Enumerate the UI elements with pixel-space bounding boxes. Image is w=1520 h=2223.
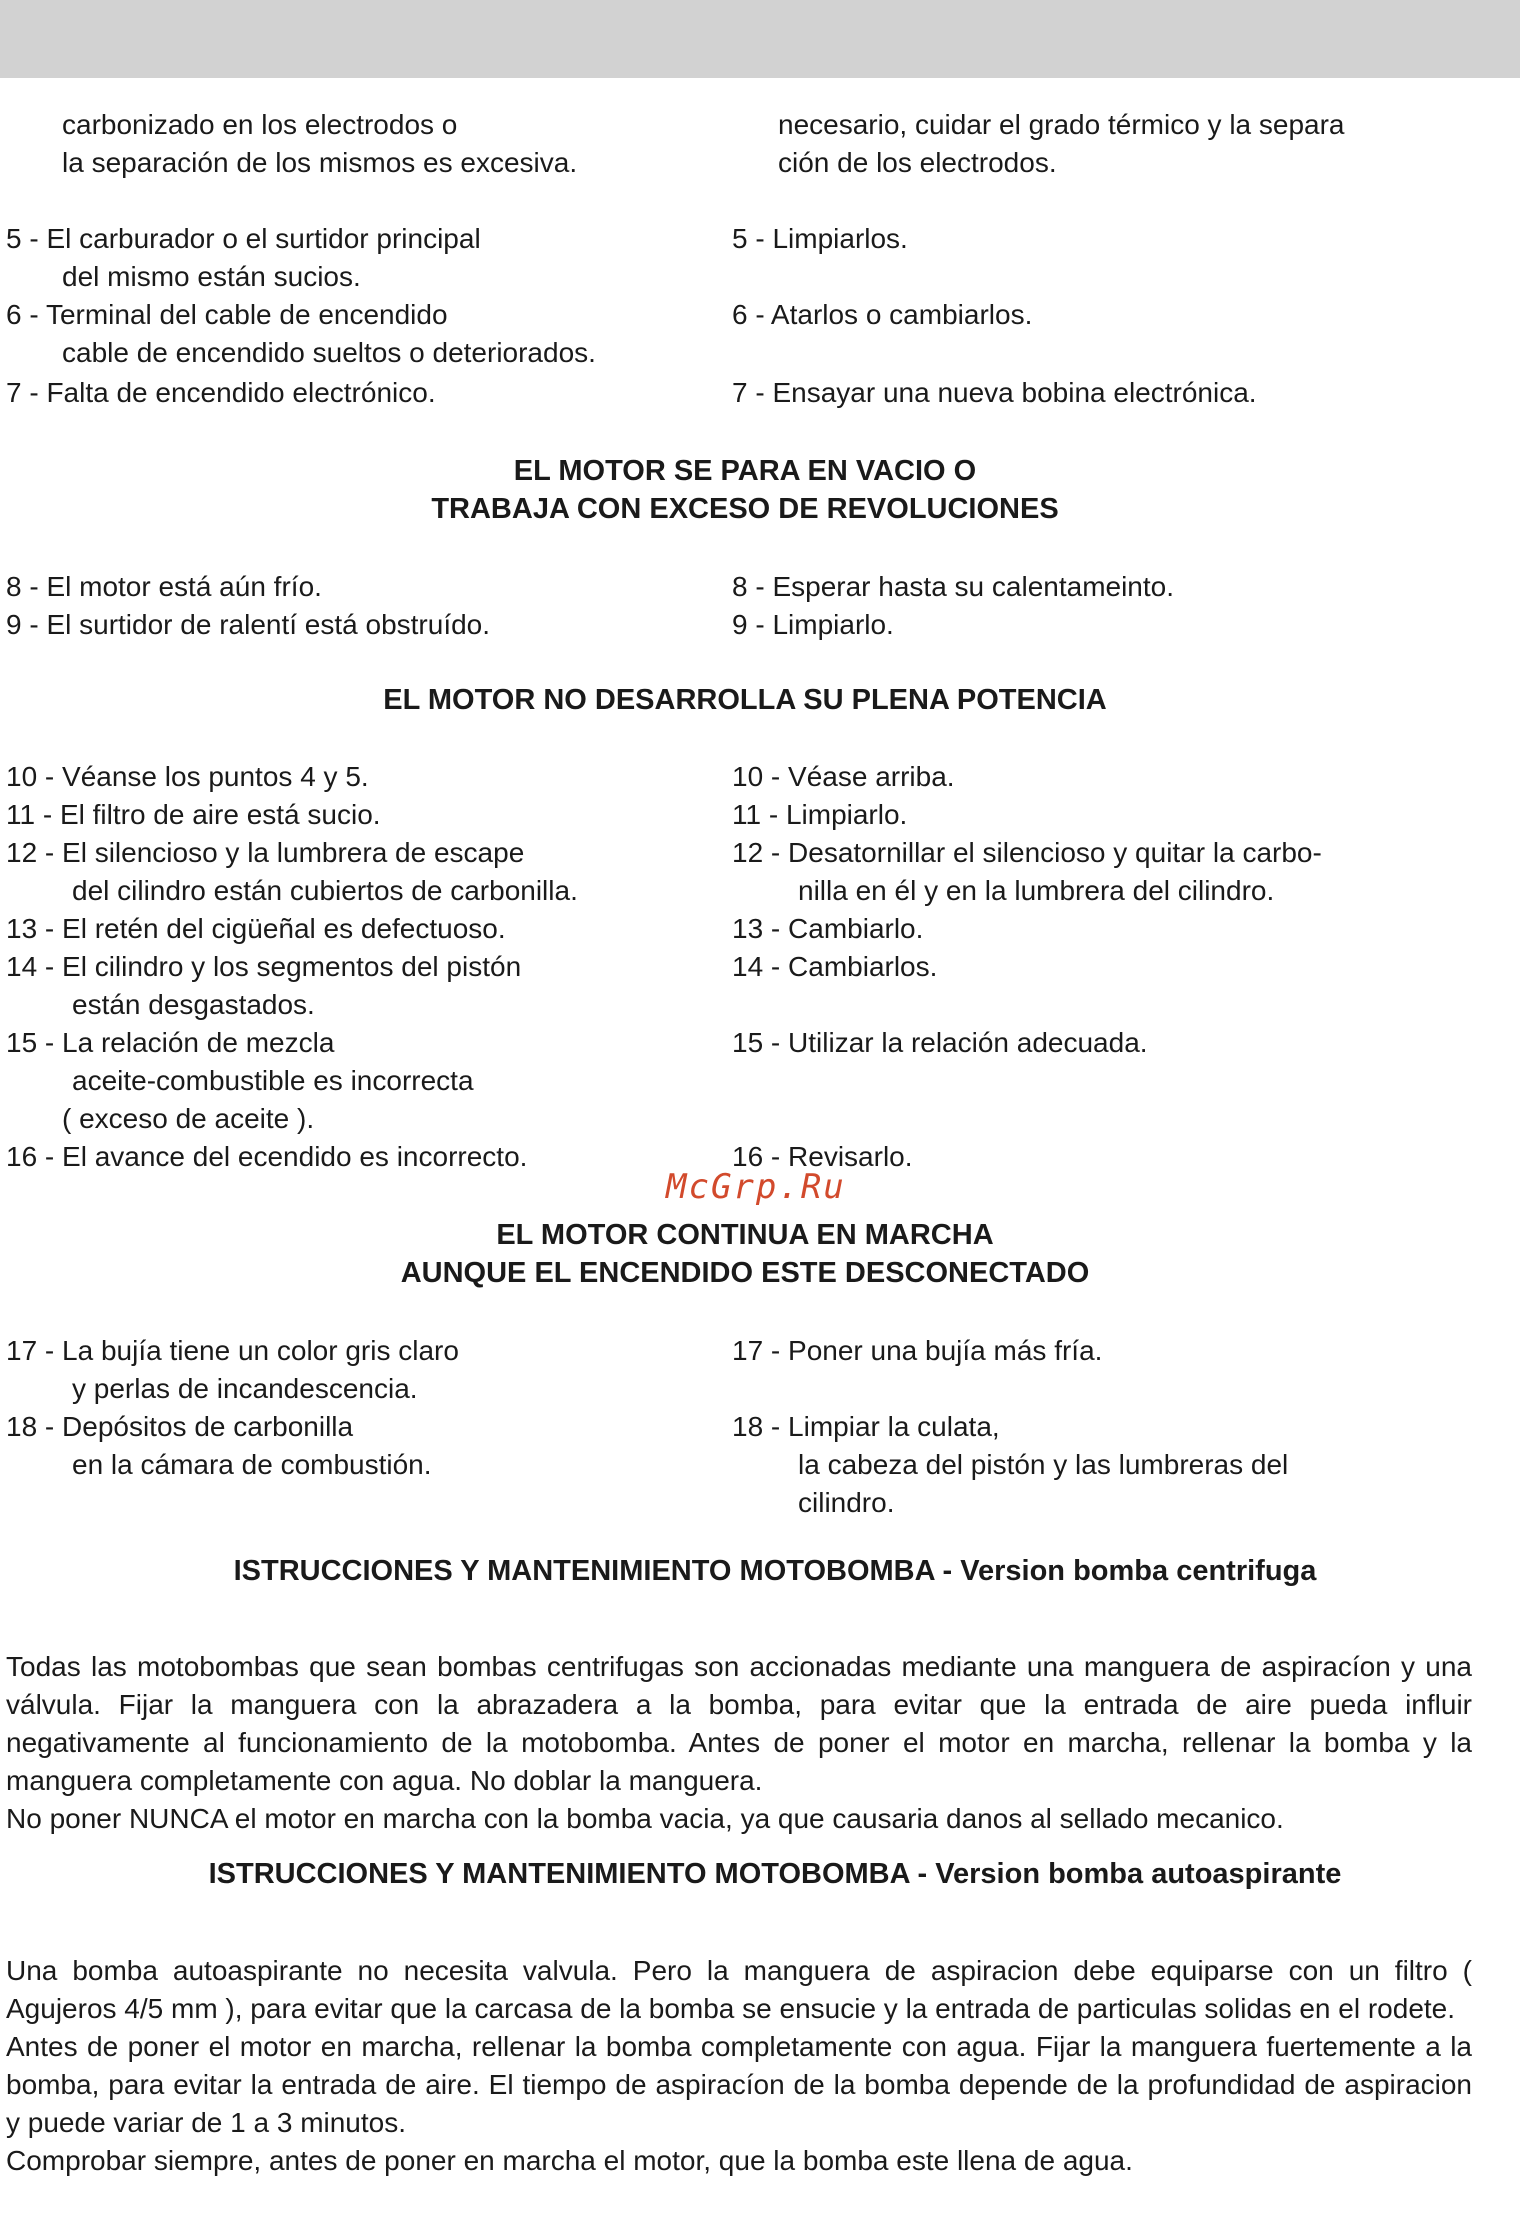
intro-right-line: necesario, cuidar el grado térmico y la separa (778, 109, 1345, 140)
fault-item: 8 - El motor está aún frío. (6, 571, 322, 602)
paragraph: Comprobar siempre, antes de poner en marcha el motor, que la bomba este llena de agua. (6, 2145, 1133, 2176)
paragraph: Una bomba autoaspirante no necesita valvula. Pero la manguera de aspiracion debe equiparse con un filtro ( Agujeros 4/5 mm ), para evitar que la carcasa de la bomba se ensucie y la entrada de particulas solidas en el rodete. (6, 1955, 1472, 2024)
fault-item: 10 - Véanse los puntos 4 y 5. (6, 761, 369, 792)
block3-left (6, 758, 706, 1176)
fault-item-cont: cable de encendido sueltos o deteriorados. (62, 337, 596, 368)
section-heading-idle (0, 452, 1490, 528)
fault-item: 11 - El filtro de aire está sucio. (6, 799, 381, 830)
selfpriming-instructions (6, 1952, 1472, 2180)
fault-item-cont: en la cámara de combustión. (72, 1449, 432, 1480)
heading-main: ISTRUCCIONES Y MANTENIMIENTO MOTOBOMBA - (233, 1555, 961, 1587)
fault-item-cont: aceite-combustible es incorrecta (72, 1065, 474, 1096)
centrifugal-instructions (6, 1648, 1472, 1838)
fault-item-cont: del cilindro están cubiertos de carbonilla. (72, 875, 578, 906)
intro-left (6, 106, 706, 182)
fault-item: 18 - Depósitos de carbonilla (6, 1411, 354, 1442)
intro-right-line: ción de los electrodos. (778, 147, 1057, 178)
remedy-item: 17 - Poner una bujía más fría. (732, 1335, 1103, 1366)
remedy-item: 8 - Esperar hasta su calentameinto. (732, 571, 1175, 602)
fault-item: 12 - El silencioso y la lumbrera de escape (6, 837, 525, 868)
fault-item: 14 - El cilindro y los segmentos del pistón (6, 951, 522, 982)
fault-item: 9 - El surtidor de ralentí está obstruído. (6, 609, 491, 640)
heading-line: AUNQUE EL ENCENDIDO ESTE DESCONECTADO (400, 1257, 1090, 1289)
fault-item: 6 - Terminal del cable de encendido (6, 299, 448, 330)
fault-item-cont: están desgastados. (72, 989, 315, 1020)
block4-right (732, 1332, 1512, 1522)
section-heading-selfpriming (30, 1855, 1520, 1893)
paragraph: Todas las motobombas que sean bombas centrifugas son accionadas mediante una manguera de aspiracíon y una válvula. Fijar la manguera con la abrazadera a la bomba, para evitar que la entrada de aire pueda influir negativamente al funcionamiento de la motobomba. Antes de poner el motor en marcha, rellenar la bomba y la manguera completamente con agua. No doblar la manguera. (6, 1651, 1472, 1796)
remedy-item: 12 - Desatornillar el silencioso y quitar la carbo- (732, 837, 1322, 868)
block1-right (732, 220, 1512, 412)
fault-item: 15 - La relación de mezcla (6, 1027, 335, 1058)
remedy-item: 6 - Atarlos o cambiarlos. (732, 299, 1033, 330)
heading-line: EL MOTOR SE PARA EN VACIO O (513, 455, 977, 487)
remedy-item: 7 - Ensayar una nueva bobina electrónica. (732, 377, 1257, 408)
remedy-item: 9 - Limpiarlo. (732, 609, 894, 640)
remedy-item: 14 - Cambiarlos. (732, 951, 938, 982)
fault-item: 5 - El carburador o el surtidor principal (6, 223, 481, 254)
paragraph: No poner NUNCA el motor en marcha con la bomba vacia, ya que causaria danos al sellado mecanico. (6, 1803, 1284, 1834)
heading-sub: Version bomba autoaspirante (935, 1858, 1342, 1890)
block3-right (732, 758, 1512, 1176)
remedy-item-cont: la cabeza del pistón y las lumbreras del (798, 1449, 1289, 1480)
watermark-text: McGrp.Ru (666, 1167, 846, 1207)
remedy-item: 13 - Cambiarlo. (732, 913, 924, 944)
fault-item-cont: ( exceso de aceite ). (62, 1103, 315, 1134)
remedy-item: 16 - Revisarlo. (732, 1141, 913, 1172)
intro-right (778, 106, 1520, 182)
remedy-item-cont: cilindro. (798, 1487, 895, 1518)
fault-item-cont: y perlas de incandescencia. (72, 1373, 418, 1404)
section-heading-power: EL MOTOR NO DESARROLLA SU PLENA POTENCIA (383, 684, 1107, 716)
block2-left (6, 568, 706, 644)
paragraph: Antes de poner el motor en marcha, rellenar la bomba completamente con agua. Fijar la manguera fuertemente a la bomba, para evitar la entrada de aire. El tiempo de aspiracíon de la bomba depende de la profundidad de aspiracion y puede variar de 1 a 3 minutos. (6, 2031, 1472, 2138)
top-gray-band (0, 0, 1520, 78)
section-heading-centrifugal (30, 1552, 1520, 1590)
remedy-item: 5 - Limpiarlos. (732, 223, 908, 254)
heading-sub: Version bomba centrifuga (960, 1555, 1317, 1587)
block4-left (6, 1332, 706, 1484)
fault-item-cont: del mismo están sucios. (62, 261, 361, 292)
intro-left-line: la separación de los mismos es excesiva. (62, 147, 578, 178)
block1-left (6, 220, 706, 412)
fault-item: 17 - La bujía tiene un color gris claro (6, 1335, 459, 1366)
fault-item: 7 - Falta de encendido electrónico. (6, 377, 436, 408)
block2-right (732, 568, 1512, 644)
heading-line: TRABAJA CON EXCESO DE REVOLUCIONES (431, 493, 1059, 525)
remedy-item: 18 - Limpiar la culata, (732, 1411, 1000, 1442)
intro-left-line: carbonizado en los electrodos o (62, 109, 458, 140)
section-heading-runs-on (0, 1216, 1490, 1292)
fault-item: 16 - El avance del ecendido es incorrecto. (6, 1141, 528, 1172)
fault-item: 13 - El retén del cigüeñal es defectuoso. (6, 913, 506, 944)
remedy-item: 10 - Véase arriba. (732, 761, 955, 792)
remedy-item: 15 - Utilizar la relación adecuada. (732, 1027, 1148, 1058)
remedy-item: 11 - Limpiarlo. (732, 799, 908, 830)
remedy-item-cont: nilla en él y en la lumbrera del cilindro. (798, 875, 1275, 906)
heading-line: EL MOTOR CONTINUA EN MARCHA (496, 1219, 994, 1251)
heading-main: ISTRUCCIONES Y MANTENIMIENTO MOTOBOMBA - (208, 1858, 936, 1890)
